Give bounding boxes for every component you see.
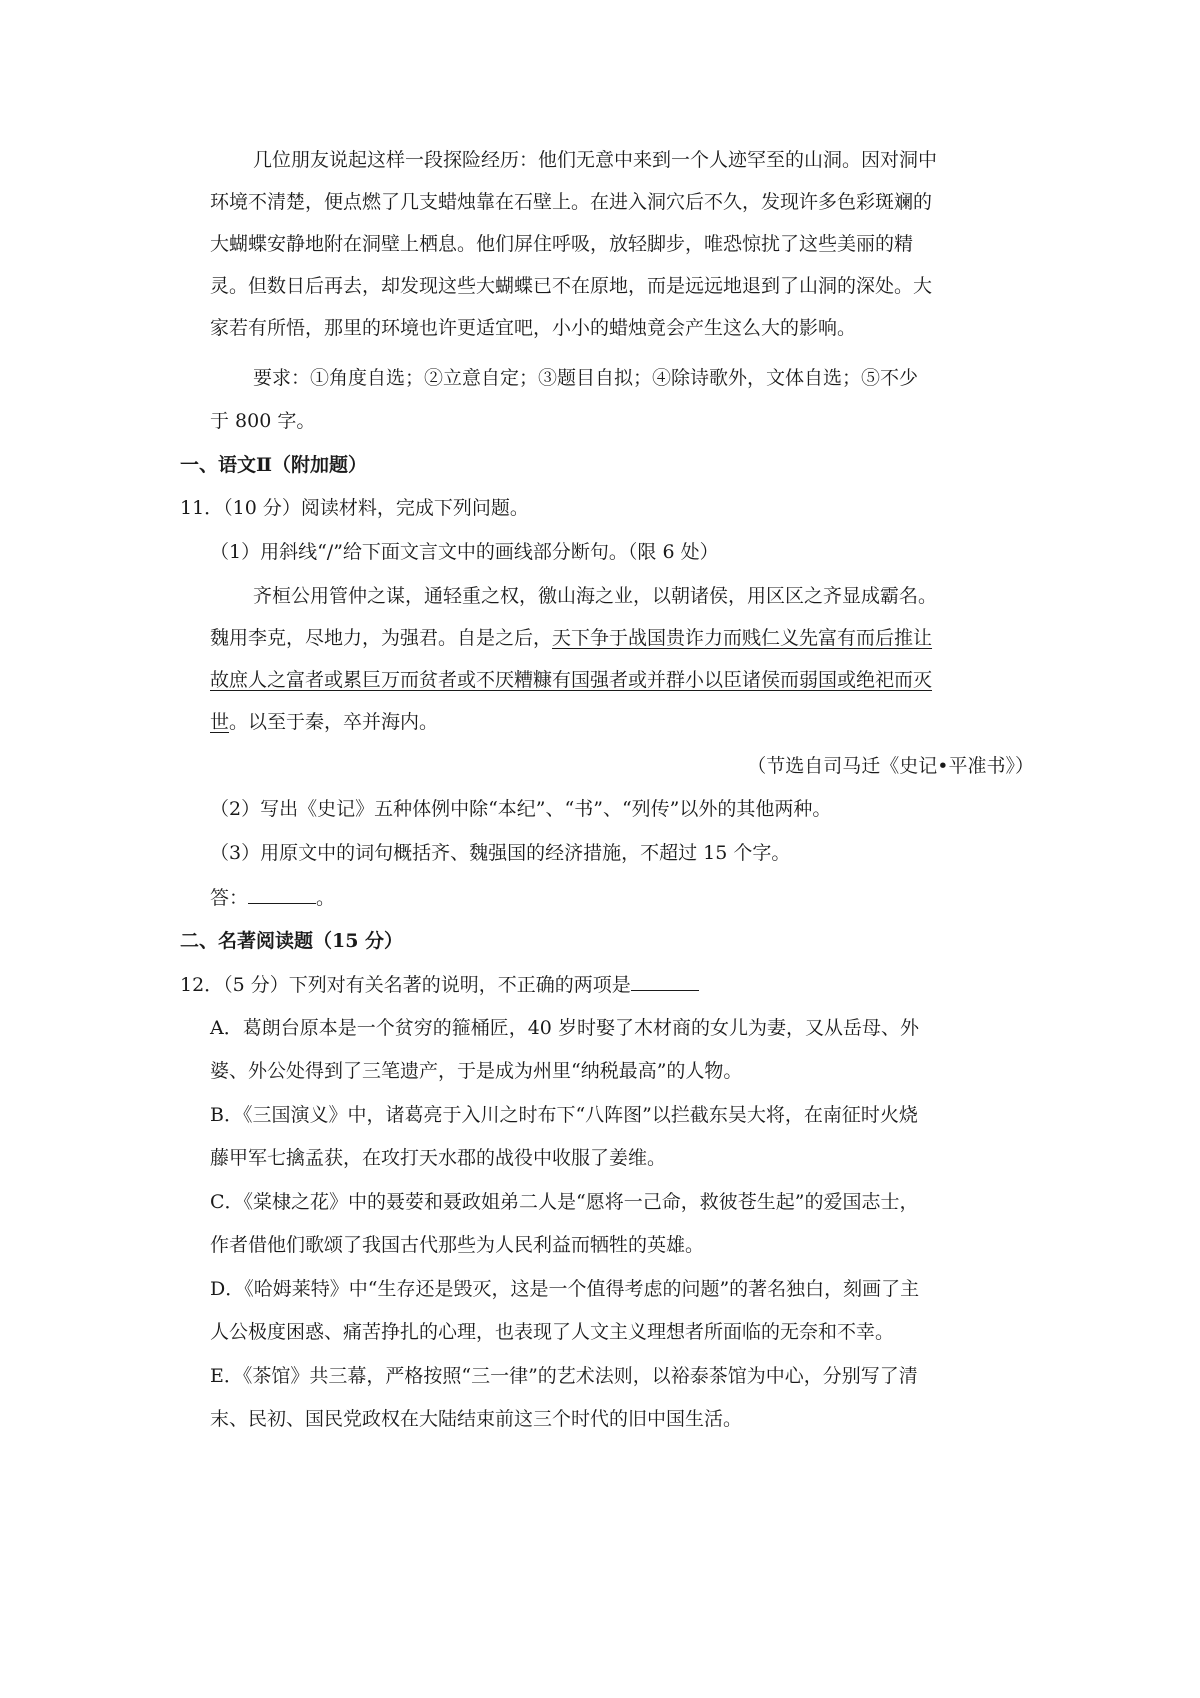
passage-line — [210, 626, 932, 650]
passage-line: 齐桓公用管仲之谋，通轻重之权，徼山海之业，以朝诸侯，用区区之齐显成霸名。 — [253, 585, 938, 607]
essay-requirements: 于 800 字。 — [210, 410, 316, 432]
option-a-cont: 婆、外公处得到了三笔遗产，于是成为州里“纳税最高”的人物。 — [210, 1060, 743, 1082]
option-a: A．葛朗台原本是一个贫穷的箍桶匠，40 岁时娶了木材商的女儿为妻，又从岳母、外 — [210, 1017, 919, 1039]
answer-blank[interactable] — [248, 885, 316, 904]
section-title: 一、语文Ⅱ（附加题） — [180, 454, 368, 476]
option-d-cont: 人公极度困惑、痛苦挣扎的心理，也表现了人文主义理想者所面临的无奈和不幸。 — [210, 1321, 895, 1343]
passage-text: 。以至于秦，卒并海内。 — [229, 711, 439, 733]
sub-question: （1）用斜线“/”给下面文言文中的画线部分断句。（限 6 处） — [210, 541, 719, 563]
passage-line — [210, 668, 932, 692]
answer-line — [210, 885, 335, 909]
essay-material-line: 大蝴蝶安静地附在洞壁上栖息。他们屏住呼吸，放轻脚步，唯恐惊扰了这些美丽的精 — [210, 233, 914, 255]
question-stem: 11．（10 分）阅读材料，完成下列问题。 — [180, 497, 529, 519]
essay-material-line: 环境不清楚，便点燃了几支蜡烛靠在石壁上。在进入洞穴后不久，发现许多色彩斑斓的 — [210, 191, 933, 213]
section-title: 二、名著阅读题（15 分） — [180, 930, 404, 952]
option-b: B．《三国演义》中，诸葛亮于入川之时布下“八阵图”以拦截东吴大将，在南征时火烧 — [210, 1104, 918, 1126]
passage-line — [210, 710, 438, 734]
essay-material-line: 家若有所悟，那里的环境也许更适宜吧，小小的蜡烛竟会产生这么大的影响。 — [210, 317, 857, 339]
essay-material-line: 几位朋友说起这样一段探险经历：他们无意中来到一个人迹罕至的山洞。因对洞中 — [253, 149, 938, 171]
underlined-passage: 天下争于战国贵诈力而贱仁义先富有而后推让 — [552, 627, 933, 649]
underlined-passage: 故庶人之富者或累巨万而贫者或不厌糟糠有国强者或并群小以臣诸侯而弱国或绝祀而灭 — [210, 669, 933, 691]
passage-source: （节选自司马迁《史记•平准书》） — [747, 755, 1034, 777]
sub-question: （2）写出《史记》五种体例中除“本纪”、“书”、“列传”以外的其他两种。 — [210, 798, 832, 820]
option-c-cont: 作者借他们歌颂了我国古代那些为人民利益而牺牲的英雄。 — [210, 1234, 705, 1256]
underlined-passage: 世 — [210, 711, 230, 733]
option-e: E．《茶馆》共三幕，严格按照“三一律”的艺术法则，以裕泰茶馆为中心，分别写了清 — [210, 1365, 918, 1387]
option-c: C．《棠棣之花》中的聂荌和聂政姐弟二人是“愿将一己命，救彼苍生起”的爱国志士， — [210, 1191, 919, 1213]
option-e-cont: 末、民初、国民党政权在大陆结束前这三个时代的旧中国生活。 — [210, 1408, 743, 1430]
passage-text: 魏用李克，尽地力，为强君。自是之后， — [210, 627, 553, 649]
sub-question: （3）用原文中的词句概括齐、魏强国的经济措施，不超过 15 个字。 — [210, 842, 791, 864]
answer-end: 。 — [316, 887, 336, 909]
essay-material-line: 灵。但数日后再去，却发现这些大蝴蝶已不在原地，而是远远地退到了山洞的深处。大 — [210, 275, 933, 297]
option-b-cont: 藤甲军七擒孟获，在攻打天水郡的战役中收服了姜维。 — [210, 1147, 667, 1169]
answer-blank[interactable] — [631, 972, 699, 991]
option-d: D．《哈姆莱特》中“生存还是毁灭，这是一个值得考虑的问题”的著名独白，刻画了主 — [210, 1278, 920, 1300]
essay-requirements: 要求：①角度自选；②立意自定；③题目自拟；④除诗歌外，文体自选；⑤不少 — [253, 367, 919, 389]
question-text: 12．（5 分）下列对有关名著的说明，不正确的两项是 — [180, 974, 631, 996]
answer-label: 答： — [210, 887, 249, 909]
question-stem — [180, 972, 699, 996]
